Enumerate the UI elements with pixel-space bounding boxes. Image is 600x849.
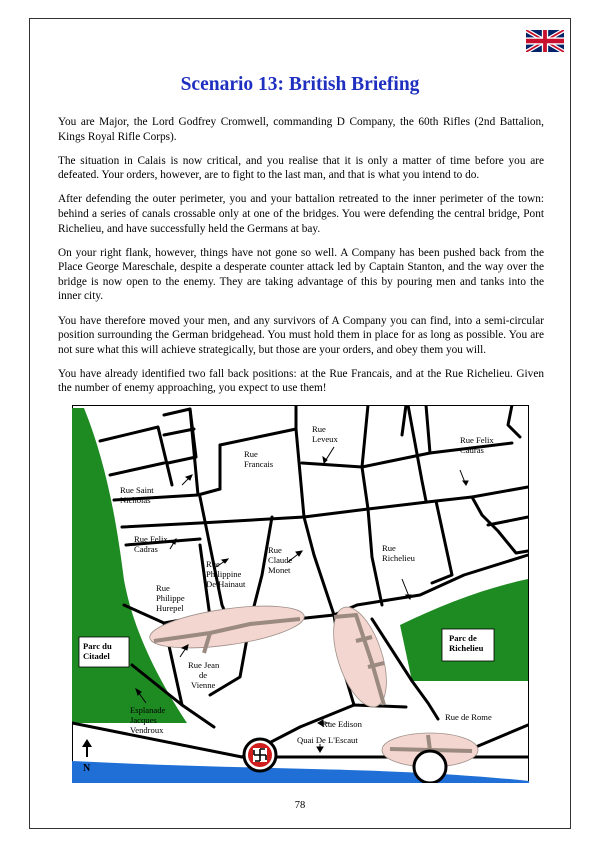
paragraph: You have already identified two fall back positions: at the Rue Francais, and at the Rue Richelieu. Given the number of enemy approaching, you expect to use them! bbox=[58, 367, 544, 395]
label-north: N bbox=[83, 763, 91, 774]
label-rue-felix-cadras-top: Rue Felix Cadras bbox=[460, 435, 494, 455]
label-rue-saint-nicholas: Rue Saint Nicholas bbox=[120, 485, 154, 505]
roundabout bbox=[414, 751, 446, 783]
union-jack-flag-icon bbox=[526, 30, 564, 52]
paragraph: You are Major, the Lord Godfrey Cromwell, commanding D Company, the 60th Rifles (2nd Battalion, Kings Royal Rifle Corps). bbox=[58, 116, 544, 143]
german-bridgehead-marker-icon bbox=[248, 743, 272, 767]
page-title: Scenario 13: British Briefing bbox=[180, 74, 420, 95]
paragraph: On your right flank, however, things have not gone so well. A Company has been pushed back from the Place George Mareschale, despite a desperate counter attack led by Captain Stanton, and the way over the bridge is now open to the enemy. They are taking advantage of this by pouring men and tanks into the inner city. bbox=[58, 246, 544, 303]
label-esplanade-jacques-vendroux: Esplanade Jacques Vendroux bbox=[130, 705, 166, 735]
label-rue-francais: Rue Francais bbox=[244, 449, 274, 469]
label-parc-de-richelieu: Parc de Richelieu bbox=[449, 633, 484, 653]
label-rue-felix-cadras-left: Rue Felix Cadras bbox=[134, 534, 168, 554]
label-rue-philippe-hurepel: Rue Philippe Hurepel bbox=[156, 583, 185, 613]
street-map bbox=[72, 405, 529, 783]
paragraph: You have therefore moved your men, and any survivors of A Company you can find, into a semi-circular position surrounding the German bridgehead. You must hold them in place for as long as possible. You are not sure what this will achieve strategically, but those are your orders, and obey them you will. bbox=[58, 314, 544, 356]
label-rue-edison: Rue Edison bbox=[322, 719, 362, 729]
paragraph: The situation in Calais is now critical, and you realise that it is only a matter of time before you are defeated. Your orders, however, are to fight to the last man, and that is what you intend to do. bbox=[58, 154, 544, 182]
label-rue-claude-monet: Rue Claude Monet bbox=[268, 545, 293, 575]
label-quai-de-lescaut: Quai De L'Escaut bbox=[297, 735, 358, 745]
paragraph: After defending the outer perimeter, you and your battalion retreated to the inner perimeter of the town: behind a series of canals crossable only at one of the bridges. You were defending the central bridge, Pont Richelieu, and have successfully held the Germans at bay. bbox=[58, 193, 544, 235]
label-rue-de-rome: Rue de Rome bbox=[445, 712, 492, 722]
label-rue-jean-de-vienne: Rue Jean de Vienne bbox=[188, 660, 220, 690]
label-parc-du-citadel: Parc du Citadel bbox=[83, 641, 112, 661]
label-rue-philippine-de-hainaut: Rue Philippine De Hainaut bbox=[206, 559, 246, 589]
label-rue-richelieu: Rue Richelieu bbox=[382, 543, 415, 563]
label-rue-leveux: Rue Leveux bbox=[312, 424, 338, 444]
briefing-text bbox=[58, 115, 544, 406]
page-number: 78 bbox=[294, 800, 306, 811]
